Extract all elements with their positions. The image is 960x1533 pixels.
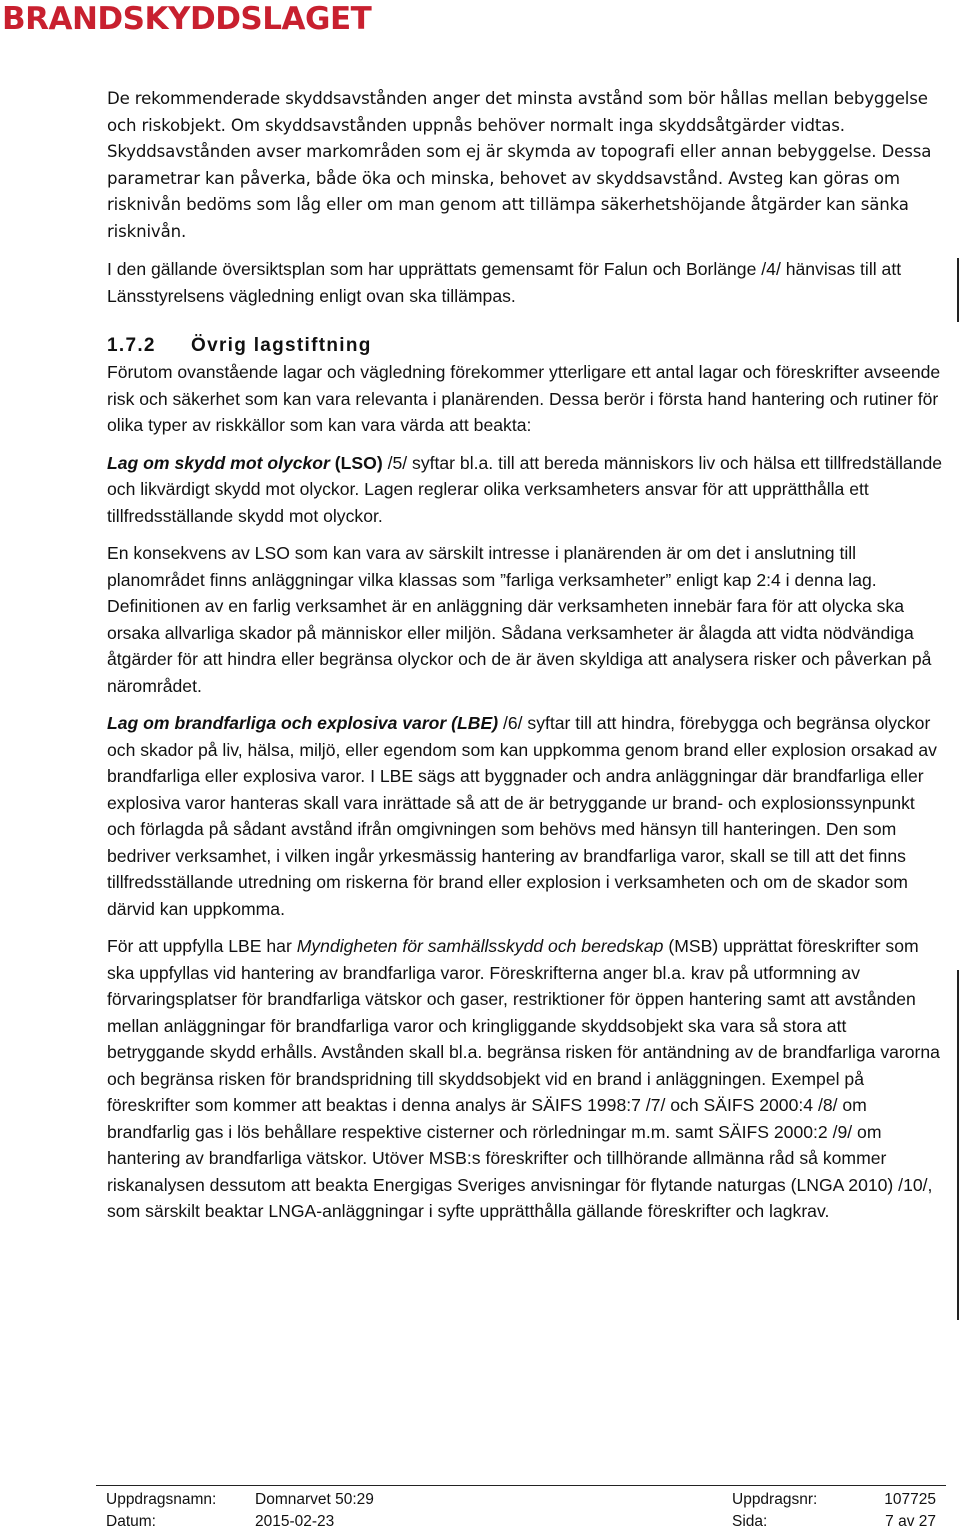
section-heading	[107, 333, 947, 359]
law-title-lbe: Lag om brandfarliga och explosiva varor (LBE)	[107, 713, 499, 733]
footer-row-date	[96, 1508, 946, 1530]
paragraph-safety-distances: De rekommenderade skyddsavstånden anger det minsta avstånd som bör hållas mellan bebyggelse och riskobjekt. Om skyddsavstånden uppnås behöver normalt inga skyddsåtgärder vidtas. Skyddsavstånden avser markområden som ej är skymda av topografi eller annan bebyggelse. Dessa parametrar kan påverka, både öka och minska, behovet av skyddsavstånd. Avsteg kan göras om risknivån bedöms som låg eller om man genom att tillämpa säkerhetshöjande åtgärder kan sänka risknivån.	[107, 89, 932, 241]
paragraph-msb-regulations	[107, 933, 947, 1225]
footer-page: 7 av 27	[885, 1513, 936, 1530]
footer-date: 2015-02-23	[255, 1513, 335, 1530]
law-abbr-lso: (LSO)	[329, 452, 383, 473]
revision-bar	[957, 970, 959, 1320]
section-title: Övrig lagstiftning	[191, 335, 372, 356]
lbe-text: /6/ syftar till att hindra, förebygga och begränsa olyckor och skador på liv, hälsa, miljö, eller egendom som kan uppkomma genom brand eller explosion orsakad av brandfarliga eller explosiva varor. I LBE sägs att byggnader och andra anläggningar där brandfarliga eller explosiva varor hanteras skall vara inrättade så att de är betryggande ur brand- och explosionssynpunkt och förlagda på sådant avstånd ifrån omgivningen som behövs med hänsyn till hanteringen. Den som bedriver verksamhet, i vilken ingår yrkesmässig hantering av brandfarliga varor, skall se till att det finns tillfredsställande utredning om riskerna för brand eller explosion i verksamheten och om de skador som därvid kan uppkomma.	[107, 713, 937, 919]
footer-assignment-no-label: Uppdragsnr:	[732, 1491, 818, 1508]
msb-agency-name: Myndigheten för samhällsskydd och beredskap	[296, 936, 664, 956]
paragraph-overview-plan: I den gällande översiktsplan som har upprättats gemensamt för Falun och Borlänge /4/ hänvisas till att Länsstyrelsens vägledning enligt ovan ska tillämpas.	[107, 259, 902, 306]
company-logo: BRANDSKYDDSLAGET	[2, 1, 372, 37]
footer-assignment-name-label: Uppdragsnamn:	[106, 1491, 217, 1508]
page-footer	[96, 1485, 946, 1530]
revision-bar	[957, 258, 959, 322]
paragraph-other-laws: Förutom ovanstående lagar och vägledning förekommer ytterligare ett antal lagar och föreskrifter avseende risk och säkerhet som kan vara relevanta i planärenden. Dessa berör i första hand hantering och rutiner för olika typer av riskkällor som kan vara värda att beakta:	[107, 362, 941, 435]
footer-date-label: Datum:	[106, 1513, 156, 1530]
footer-assignment-no: 107725	[884, 1491, 936, 1508]
footer-page-label: Sida:	[732, 1513, 768, 1530]
footer-assignment-name: Domnarvet 50:29	[255, 1491, 374, 1508]
lso-text: /5/ syftar bl.a. till att bereda människors liv och hälsa ett tillfredställande och likvärdigt skydd mot olyckor. Lagen reglerar olika verksamheters ansvar för att upprätthålla ett tillfredsställande skydd mot olyckor.	[107, 452, 943, 526]
paragraph-lso	[107, 450, 947, 530]
msb-intro: För att uppfylla LBE har	[107, 936, 297, 956]
footer-row-assignment	[96, 1486, 946, 1508]
law-title-lso: Lag om skydd mot olyckor	[107, 452, 330, 473]
paragraph-lbe	[107, 710, 947, 922]
document-body	[107, 86, 947, 1236]
msb-text: (MSB) upprättat föreskrifter som ska uppfyllas vid hantering av brandfarliga varor. Föreskrifterna anger bl.a. krav på utformning av förvaringsplatser för brandfarliga vätskor och gaser, restriktioner för öppen hantering samt att avstånden mellan anläggningar för brandfarliga varor och kringliggande skyddsobjekt ska vara så stora att betryggande skydd erhålls. Avstånden skall bl.a. begränsa risken för antändning av de brandfarliga varorna och begränsa risken för brandspridning till skyddsobjekt vid en brand i anläggningen. Exempel på föreskrifter som kommer att beaktas i denna analys är SÄIFS 1998:7 /7/ och SÄIFS 2000:4 /8/ om brandfarlig gas i lös behållare respektive cisterner och rörledningar m.m. samt SÄIFS 2000:2 /9/ om hantering av brandfarliga vätskor. Utöver MSB:s föreskrifter och tillhörande allmänna råd så kommer riskanalysen dessutom att beakta Energigas Sveriges anvisningar för flytande naturgas (LNGA 2010) /10/, som särskilt beaktar LNGA-anläggningar i syfte upprätthålla gällande föreskrifter och lagkrav.	[107, 936, 940, 1221]
section-number: 1.7.2	[107, 335, 156, 356]
paragraph-dangerous-operations: En konsekvens av LSO som kan vara av särskilt intresse i planärenden är om det i anslutning till planområdet finns anläggningar vilka klassas som ”farliga verksamheter” enligt kap 2:4 i denna lag. Definitionen av en farlig verksamhet är en anläggning där verksamheten innebär fara för att olycka ska orsaka allvarliga skador på människor eller miljön. Sådana verksamheter är ålagda att vidta nödvändiga åtgärder för att hindra eller begränsa olyckor och de är även skyldiga att analysera risker och påverkan på närområdet.	[107, 543, 932, 696]
